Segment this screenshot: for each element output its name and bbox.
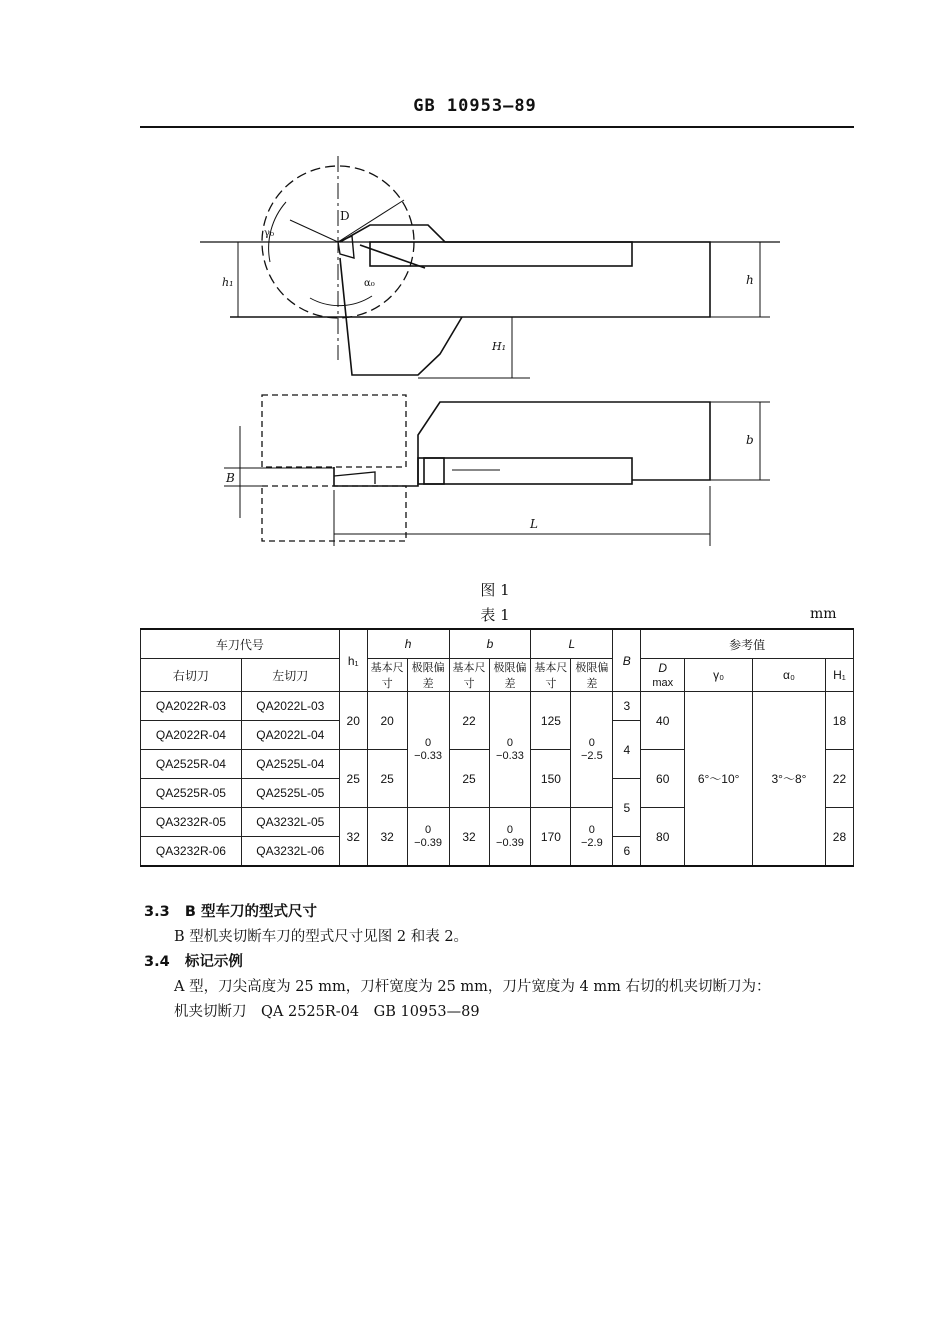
header-b-basic: 基本尺寸 bbox=[449, 659, 489, 692]
cell-h1: 25 bbox=[339, 750, 367, 808]
cell-alpha0: 3°～8° bbox=[753, 692, 826, 867]
cell-D: 60 bbox=[641, 750, 685, 808]
label-L: L bbox=[530, 517, 538, 531]
label-B: B bbox=[226, 471, 235, 485]
cell-left-code: QA2022L-03 bbox=[241, 692, 339, 721]
cell-D: 40 bbox=[641, 692, 685, 750]
cell-h-basic: 20 bbox=[367, 692, 407, 750]
cell-h1: 20 bbox=[339, 692, 367, 750]
header-h-basic: 基本尺寸 bbox=[367, 659, 407, 692]
cell-left-code: QA2525L-04 bbox=[241, 750, 339, 779]
header-alpha0: α₀ bbox=[753, 659, 826, 692]
header-code: 车刀代号 bbox=[141, 629, 340, 659]
header-D bbox=[641, 659, 685, 692]
cell-b-limit: 0 −0.33 bbox=[489, 692, 531, 808]
shank-side-view bbox=[334, 402, 710, 486]
cell-b-basic: 25 bbox=[449, 750, 489, 808]
cell-B: 4 bbox=[613, 721, 641, 779]
cell-left-code: QA3232L-05 bbox=[241, 808, 339, 837]
cell-H1: 28 bbox=[825, 808, 853, 867]
header-h: h bbox=[367, 629, 449, 659]
cell-right-code: QA2022R-04 bbox=[141, 721, 242, 750]
cell-L-limit: 0 −2.9 bbox=[571, 808, 613, 867]
header-b-limit: 极限偏差 bbox=[489, 659, 531, 692]
cell-L-basic: 125 bbox=[531, 692, 571, 750]
cell-h-limit: 0 −0.39 bbox=[407, 808, 449, 867]
header-L-limit: 极限偏差 bbox=[571, 659, 613, 692]
cell-right-code: QA3232R-05 bbox=[141, 808, 242, 837]
cell-right-code: QA3232R-06 bbox=[141, 837, 242, 867]
header-L: L bbox=[531, 629, 613, 659]
cell-B: 3 bbox=[613, 692, 641, 721]
header-ref: 参考值 bbox=[641, 629, 854, 659]
cell-left-code: QA2525L-05 bbox=[241, 779, 339, 808]
header-D-symbol: D bbox=[658, 661, 668, 675]
header-rule bbox=[140, 126, 854, 128]
cell-right-code: QA2022R-03 bbox=[141, 692, 242, 721]
cell-b-basic: 32 bbox=[449, 808, 489, 867]
section-3-3-text: B 型机夹切断车刀的型式尺寸见图 2 和表 2。 bbox=[174, 929, 469, 945]
cell-D: 80 bbox=[641, 808, 685, 867]
section-3-3-title: B 型车刀的型式尺寸 bbox=[184, 904, 317, 920]
header-h1: h₁ bbox=[339, 629, 367, 692]
cell-left-code: QA3232L-06 bbox=[241, 837, 339, 867]
page-header: GB 10953—89 bbox=[413, 96, 537, 116]
section-3-4-title: 标记示例 bbox=[184, 954, 243, 970]
label-b: b bbox=[746, 433, 754, 447]
header-left: 左切刀 bbox=[241, 659, 339, 692]
cell-H1: 22 bbox=[825, 750, 853, 808]
label-h: h bbox=[746, 273, 754, 287]
cell-h-basic: 25 bbox=[367, 750, 407, 808]
spec-table bbox=[140, 628, 854, 867]
cell-B: 5 bbox=[613, 779, 641, 837]
cell-b-basic: 22 bbox=[449, 692, 489, 750]
section-3-3-number: 3.3 bbox=[144, 904, 170, 920]
header-H1: H₁ bbox=[825, 659, 853, 692]
section-3-3-heading bbox=[144, 900, 317, 921]
cell-right-code: QA2525R-05 bbox=[141, 779, 242, 808]
blade-top bbox=[338, 236, 354, 258]
cell-B: 6 bbox=[613, 837, 641, 867]
cell-right-code: QA2525R-04 bbox=[141, 750, 242, 779]
cell-L-limit: 0 −2.5 bbox=[571, 692, 613, 808]
label-D: D bbox=[340, 209, 350, 223]
section-3-4-text: A 型，刀尖高度为 25 mm，刀杆宽度为 25 mm，刀片宽度为 4 mm 右切的机夹切断刀为： bbox=[174, 979, 771, 995]
table-unit: mm bbox=[810, 606, 837, 622]
header-L-basic: 基本尺寸 bbox=[531, 659, 571, 692]
header-h-limit: 极限偏差 bbox=[407, 659, 449, 692]
section-3-4-heading bbox=[144, 950, 243, 971]
header-gamma0: γ₀ bbox=[685, 659, 753, 692]
figure-1-drawing bbox=[200, 150, 800, 560]
label-alpha0: α₀ bbox=[364, 278, 375, 289]
marking-example: 机夹切断刀 QA 2525R-04 GB 10953—89 bbox=[174, 1004, 480, 1020]
label-H1: H₁ bbox=[492, 340, 507, 353]
cell-L-basic: 150 bbox=[531, 750, 571, 808]
table-row bbox=[141, 692, 854, 721]
header-b: b bbox=[449, 629, 531, 659]
table-caption: 表 1 bbox=[480, 606, 510, 624]
cell-h1: 32 bbox=[339, 808, 367, 867]
cell-h-limit: 0 −0.33 bbox=[407, 692, 449, 808]
shank-top-view bbox=[230, 225, 710, 317]
header-B: B bbox=[613, 629, 641, 692]
cell-h-basic: 32 bbox=[367, 808, 407, 867]
cell-L-basic: 170 bbox=[531, 808, 571, 867]
header-right: 右切刀 bbox=[141, 659, 242, 692]
figure-caption: 图 1 bbox=[480, 581, 510, 599]
label-h1: h₁ bbox=[222, 276, 234, 289]
cell-b-limit: 0 −0.39 bbox=[489, 808, 531, 867]
header-D-max: max bbox=[652, 677, 674, 689]
cell-H1: 18 bbox=[825, 692, 853, 750]
cell-left-code: QA2022L-04 bbox=[241, 721, 339, 750]
section-3-4-number: 3.4 bbox=[144, 954, 170, 970]
label-gamma0: γ₀ bbox=[264, 228, 274, 239]
cell-gamma0: 6°～10° bbox=[685, 692, 753, 867]
